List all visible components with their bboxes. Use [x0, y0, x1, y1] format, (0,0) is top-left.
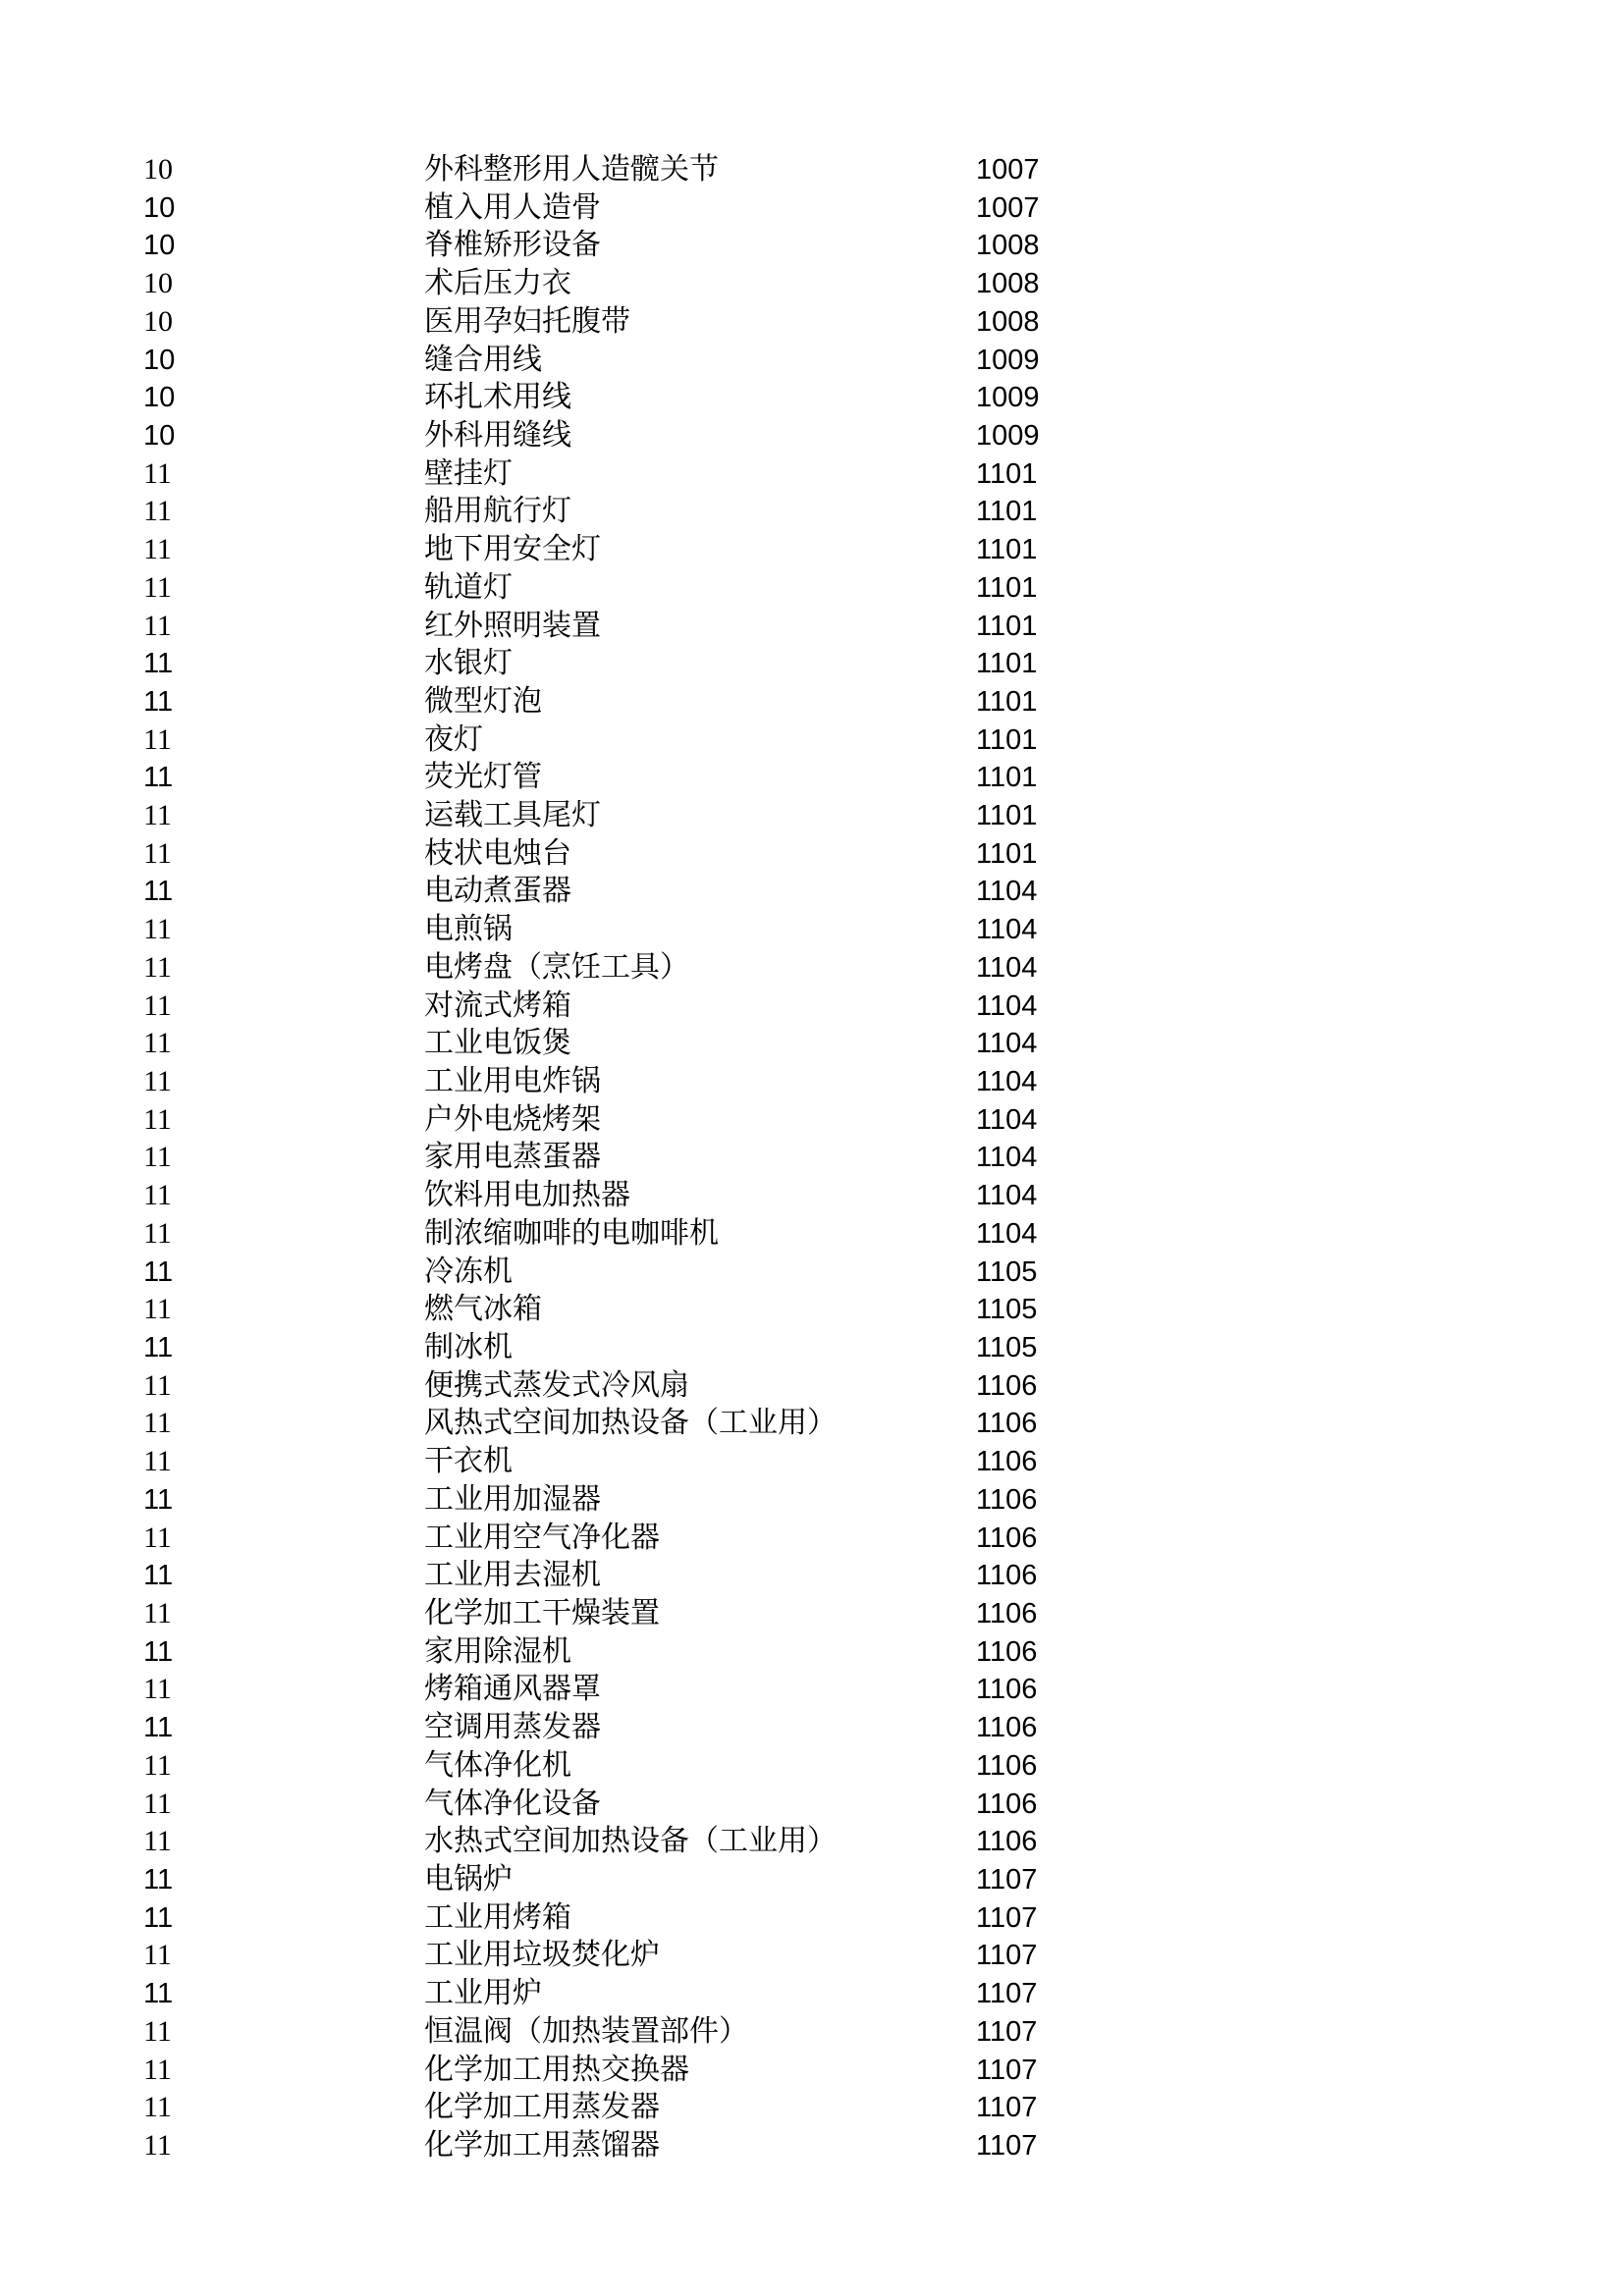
table-row [0, 379, 1624, 417]
group-code-cell: 1106 [976, 1560, 1038, 1592]
item-name-cell: 饮料用电加热器 [424, 1178, 630, 1213]
class-number-cell: 11 [143, 495, 172, 528]
table-row [0, 493, 1624, 531]
item-name-cell: 制浓缩咖啡的电咖啡机 [424, 1215, 719, 1251]
group-code-cell: 1105 [976, 1294, 1038, 1326]
group-code-cell: 1101 [976, 648, 1038, 680]
table-row [0, 759, 1624, 797]
class-number-cell: 11 [143, 722, 172, 756]
group-code-cell: 1107 [976, 1978, 1038, 2010]
table-row [0, 1633, 1624, 1672]
table-row [0, 645, 1624, 683]
class-number-cell: 11 [143, 1141, 172, 1174]
table-row [0, 1177, 1624, 1215]
table-row [0, 2052, 1624, 2090]
item-name-cell: 工业用去湿机 [424, 1558, 601, 1593]
table-row [0, 1747, 1624, 1786]
item-name-cell: 工业用加湿器 [424, 1481, 601, 1517]
group-code-cell: 1008 [976, 268, 1040, 300]
table-row [0, 797, 1624, 835]
group-code-cell: 1007 [976, 191, 1040, 224]
item-name-cell: 夜灯 [424, 721, 483, 757]
class-number-cell: 10 [143, 344, 176, 376]
table-row [0, 988, 1624, 1026]
group-code-cell: 1104 [976, 1142, 1038, 1174]
class-number-cell: 11 [143, 1407, 172, 1440]
table-row [0, 1443, 1624, 1481]
group-code-cell: 1105 [976, 1255, 1038, 1288]
item-name-cell: 电烤盘（烹饪工具） [424, 949, 689, 985]
item-name-cell: 医用孕妇托腹带 [424, 303, 630, 339]
class-number-cell: 10 [143, 419, 176, 452]
class-number-cell: 11 [143, 913, 172, 946]
group-code-cell: 1107 [976, 2054, 1038, 2086]
table-row [0, 2089, 1624, 2127]
group-code-cell: 1101 [976, 610, 1038, 642]
item-name-cell: 壁挂灯 [424, 455, 513, 491]
table-row [0, 1254, 1624, 1292]
table-row [0, 2127, 1624, 2165]
class-number-cell: 11 [143, 988, 172, 1022]
class-number-cell: 11 [143, 799, 172, 832]
group-code-cell: 1104 [976, 914, 1038, 946]
table-row [0, 949, 1624, 988]
table-row [0, 1025, 1624, 1063]
item-name-cell: 化学加工用蒸发器 [424, 2090, 660, 2125]
group-code-cell: 1107 [976, 2015, 1038, 2048]
class-number-cell: 11 [143, 950, 172, 984]
item-name-cell: 工业用垃圾焚化炉 [424, 1938, 660, 1973]
group-code-cell: 1101 [976, 723, 1038, 756]
class-number-cell: 11 [143, 1560, 174, 1592]
table-row [0, 151, 1624, 189]
group-code-cell: 1104 [976, 1066, 1038, 1098]
class-number-cell: 11 [143, 836, 172, 870]
table-row [0, 265, 1624, 303]
table-row [0, 455, 1624, 494]
class-number-cell: 11 [143, 533, 172, 566]
class-number-cell: 11 [143, 2014, 172, 2048]
class-number-cell: 11 [143, 1939, 172, 1972]
group-code-cell: 1008 [976, 230, 1040, 262]
item-name-cell: 电锅炉 [424, 1861, 513, 1896]
item-name-cell: 家用电蒸蛋器 [424, 1140, 601, 1175]
item-name-cell: 风热式空间加热设备（工业用） [424, 1406, 837, 1441]
table-row [0, 1861, 1624, 1899]
group-code-cell: 1104 [976, 1028, 1038, 1060]
item-name-cell: 地下用安全灯 [424, 532, 601, 567]
class-number-cell: 11 [143, 1027, 172, 1060]
item-name-cell: 荧光灯管 [424, 760, 542, 795]
group-code-cell: 1104 [976, 951, 1038, 984]
class-number-cell: 11 [143, 1825, 172, 1858]
group-code-cell: 1106 [976, 1483, 1038, 1516]
table-row [0, 2013, 1624, 2052]
class-number-cell: 11 [143, 1787, 172, 1820]
group-code-cell: 1009 [976, 419, 1040, 452]
table-row [0, 683, 1624, 721]
item-name-cell: 工业用炉 [424, 1976, 542, 2011]
item-name-cell: 红外照明装置 [424, 608, 601, 643]
item-name-cell: 化学加工用蒸馏器 [424, 2127, 660, 2163]
class-number-cell: 10 [143, 304, 173, 338]
item-name-cell: 水银灯 [424, 646, 513, 681]
item-name-cell: 气体净化机 [424, 1747, 571, 1783]
group-code-cell: 1104 [976, 989, 1038, 1022]
group-code-cell: 1106 [976, 1408, 1038, 1440]
group-code-cell: 1101 [976, 496, 1038, 528]
class-number-cell: 10 [143, 230, 176, 262]
class-number-cell: 11 [143, 570, 172, 604]
group-code-cell: 1104 [976, 1217, 1038, 1250]
class-number-cell: 11 [143, 1901, 174, 1934]
group-code-cell: 1106 [976, 1446, 1038, 1478]
class-number-cell: 11 [143, 685, 174, 718]
table-row [0, 1671, 1624, 1709]
item-name-cell: 空调用蒸发器 [424, 1710, 601, 1745]
item-name-cell: 燃气冰箱 [424, 1292, 542, 1327]
class-number-cell: 11 [143, 1596, 172, 1629]
class-number-cell: 11 [143, 1483, 174, 1516]
table-row [0, 303, 1624, 342]
class-number-cell: 11 [143, 1445, 172, 1478]
group-code-cell: 1101 [976, 762, 1038, 794]
table-row [0, 342, 1624, 380]
table-row [0, 873, 1624, 911]
table-row [0, 1595, 1624, 1633]
class-number-cell: 10 [143, 153, 173, 186]
table-row [0, 1481, 1624, 1520]
class-number-cell: 11 [143, 1102, 172, 1136]
item-name-cell: 植入用人造骨 [424, 189, 601, 225]
item-name-cell: 缝合用线 [424, 342, 542, 377]
group-code-cell: 1101 [976, 457, 1038, 490]
item-name-cell: 运载工具尾灯 [424, 798, 601, 833]
item-name-cell: 水热式空间加热设备（工业用） [424, 1824, 837, 1859]
table-row [0, 1101, 1624, 1140]
class-number-cell: 11 [143, 1179, 172, 1212]
table-row [0, 1215, 1624, 1254]
class-number-cell: 10 [143, 191, 176, 224]
group-code-cell: 1101 [976, 837, 1038, 870]
class-number-cell: 11 [143, 1332, 174, 1363]
item-name-cell: 脊椎矫形设备 [424, 228, 601, 263]
class-number-cell: 10 [143, 267, 173, 300]
class-number-cell: 11 [143, 648, 174, 680]
class-number-cell: 11 [143, 1521, 172, 1554]
group-code-cell: 1106 [976, 1749, 1038, 1782]
table-row [0, 1329, 1624, 1367]
group-code-cell: 1106 [976, 1826, 1038, 1858]
class-number-cell: 11 [143, 1748, 172, 1782]
item-name-cell: 恒温阀（加热装置部件） [424, 2013, 748, 2049]
table-row [0, 1367, 1624, 1406]
group-code-cell: 1106 [976, 1522, 1038, 1554]
class-number-cell: 11 [143, 2128, 172, 2162]
item-name-cell: 化学加工干燥装置 [424, 1595, 660, 1630]
class-number-cell: 11 [143, 1635, 174, 1668]
class-number-cell: 11 [143, 2053, 172, 2086]
group-code-cell: 1107 [976, 2092, 1038, 2124]
group-code-cell: 1107 [976, 1901, 1038, 1934]
table-row [0, 1557, 1624, 1595]
item-name-cell: 工业用烤箱 [424, 1899, 571, 1935]
table-row [0, 189, 1624, 228]
table-row [0, 227, 1624, 265]
item-name-cell: 外科整形用人造髋关节 [424, 152, 719, 187]
group-code-cell: 1104 [976, 1180, 1038, 1212]
item-name-cell: 户外电烧烤架 [424, 1101, 601, 1137]
class-number-cell: 11 [143, 762, 174, 794]
item-name-cell: 冷冻机 [424, 1254, 513, 1289]
group-code-cell: 1106 [976, 1635, 1038, 1668]
group-code-cell: 1105 [976, 1332, 1038, 1363]
item-name-cell: 电动煮蛋器 [424, 874, 571, 909]
group-code-cell: 1106 [976, 1597, 1038, 1629]
class-number-cell: 11 [143, 1216, 172, 1250]
class-number-cell: 11 [143, 1065, 172, 1098]
item-name-cell: 外科用缝线 [424, 417, 571, 453]
class-number-cell: 11 [143, 609, 172, 642]
table-row [0, 721, 1624, 760]
item-name-cell: 制冰机 [424, 1330, 513, 1364]
table-row [0, 608, 1624, 646]
table-row [0, 1291, 1624, 1329]
group-code-cell: 1009 [976, 382, 1040, 414]
class-number-cell: 11 [143, 456, 172, 490]
class-number-cell: 11 [143, 1712, 174, 1744]
group-code-cell: 1107 [976, 1863, 1038, 1896]
item-name-cell: 家用除湿机 [424, 1633, 571, 1669]
item-name-cell: 对流式烤箱 [424, 988, 571, 1023]
group-code-cell: 1106 [976, 1674, 1038, 1706]
item-name-cell: 干衣机 [424, 1444, 513, 1479]
class-number-cell: 11 [143, 1368, 172, 1402]
table-row [0, 531, 1624, 569]
class-number-cell: 11 [143, 1673, 172, 1706]
item-name-cell: 船用航行灯 [424, 494, 571, 529]
table-row [0, 1139, 1624, 1177]
class-number-cell: 10 [143, 382, 176, 414]
item-name-cell: 气体净化设备 [424, 1786, 601, 1821]
item-name-cell: 便携式蒸发式冷风扇 [424, 1367, 689, 1403]
table-row [0, 1823, 1624, 1861]
group-code-cell: 1106 [976, 1788, 1038, 1820]
table-row [0, 569, 1624, 608]
group-code-cell: 1007 [976, 154, 1040, 186]
table-row [0, 1786, 1624, 1824]
group-code-cell: 1107 [976, 1940, 1038, 1972]
item-name-cell: 微型灯泡 [424, 683, 542, 719]
group-code-cell: 1106 [976, 1369, 1038, 1402]
class-number-cell: 11 [143, 876, 174, 908]
class-number-cell: 11 [143, 2091, 172, 2124]
class-number-cell: 11 [143, 1978, 174, 2010]
group-code-cell: 1106 [976, 1712, 1038, 1744]
table-row [0, 1975, 1624, 2013]
item-name-cell: 术后压力衣 [424, 266, 571, 301]
table-row [0, 1937, 1624, 1975]
group-code-cell: 1101 [976, 800, 1038, 832]
item-name-cell: 轨道灯 [424, 569, 513, 605]
group-code-cell: 1104 [976, 1103, 1038, 1136]
table-row [0, 835, 1624, 874]
item-name-cell: 烤箱通风器罩 [424, 1672, 601, 1707]
item-name-cell: 工业用空气净化器 [424, 1520, 660, 1555]
table-row [0, 911, 1624, 949]
group-code-cell: 1101 [976, 685, 1038, 718]
group-code-cell: 1009 [976, 344, 1040, 376]
item-name-cell: 环扎术用线 [424, 380, 571, 415]
group-code-cell: 1101 [976, 571, 1038, 604]
group-code-cell: 1101 [976, 534, 1038, 566]
table-row [0, 1520, 1624, 1558]
item-name-cell: 工业电饭煲 [424, 1026, 571, 1061]
class-number-cell: 11 [143, 1255, 174, 1288]
item-name-cell: 工业用电炸锅 [424, 1064, 601, 1099]
item-name-cell: 枝状电烛台 [424, 835, 571, 871]
table-row [0, 417, 1624, 455]
table-row [0, 1405, 1624, 1443]
group-code-cell: 1008 [976, 305, 1040, 338]
item-name-cell: 化学加工用热交换器 [424, 2052, 689, 2087]
table-row [0, 1709, 1624, 1747]
item-name-cell: 电煎锅 [424, 912, 513, 947]
group-code-cell: 1104 [976, 876, 1038, 908]
class-number-cell: 11 [143, 1863, 174, 1896]
table-row [0, 1063, 1624, 1101]
class-number-cell: 11 [143, 1293, 172, 1326]
table-row [0, 1899, 1624, 1938]
group-code-cell: 1107 [976, 2129, 1038, 2162]
